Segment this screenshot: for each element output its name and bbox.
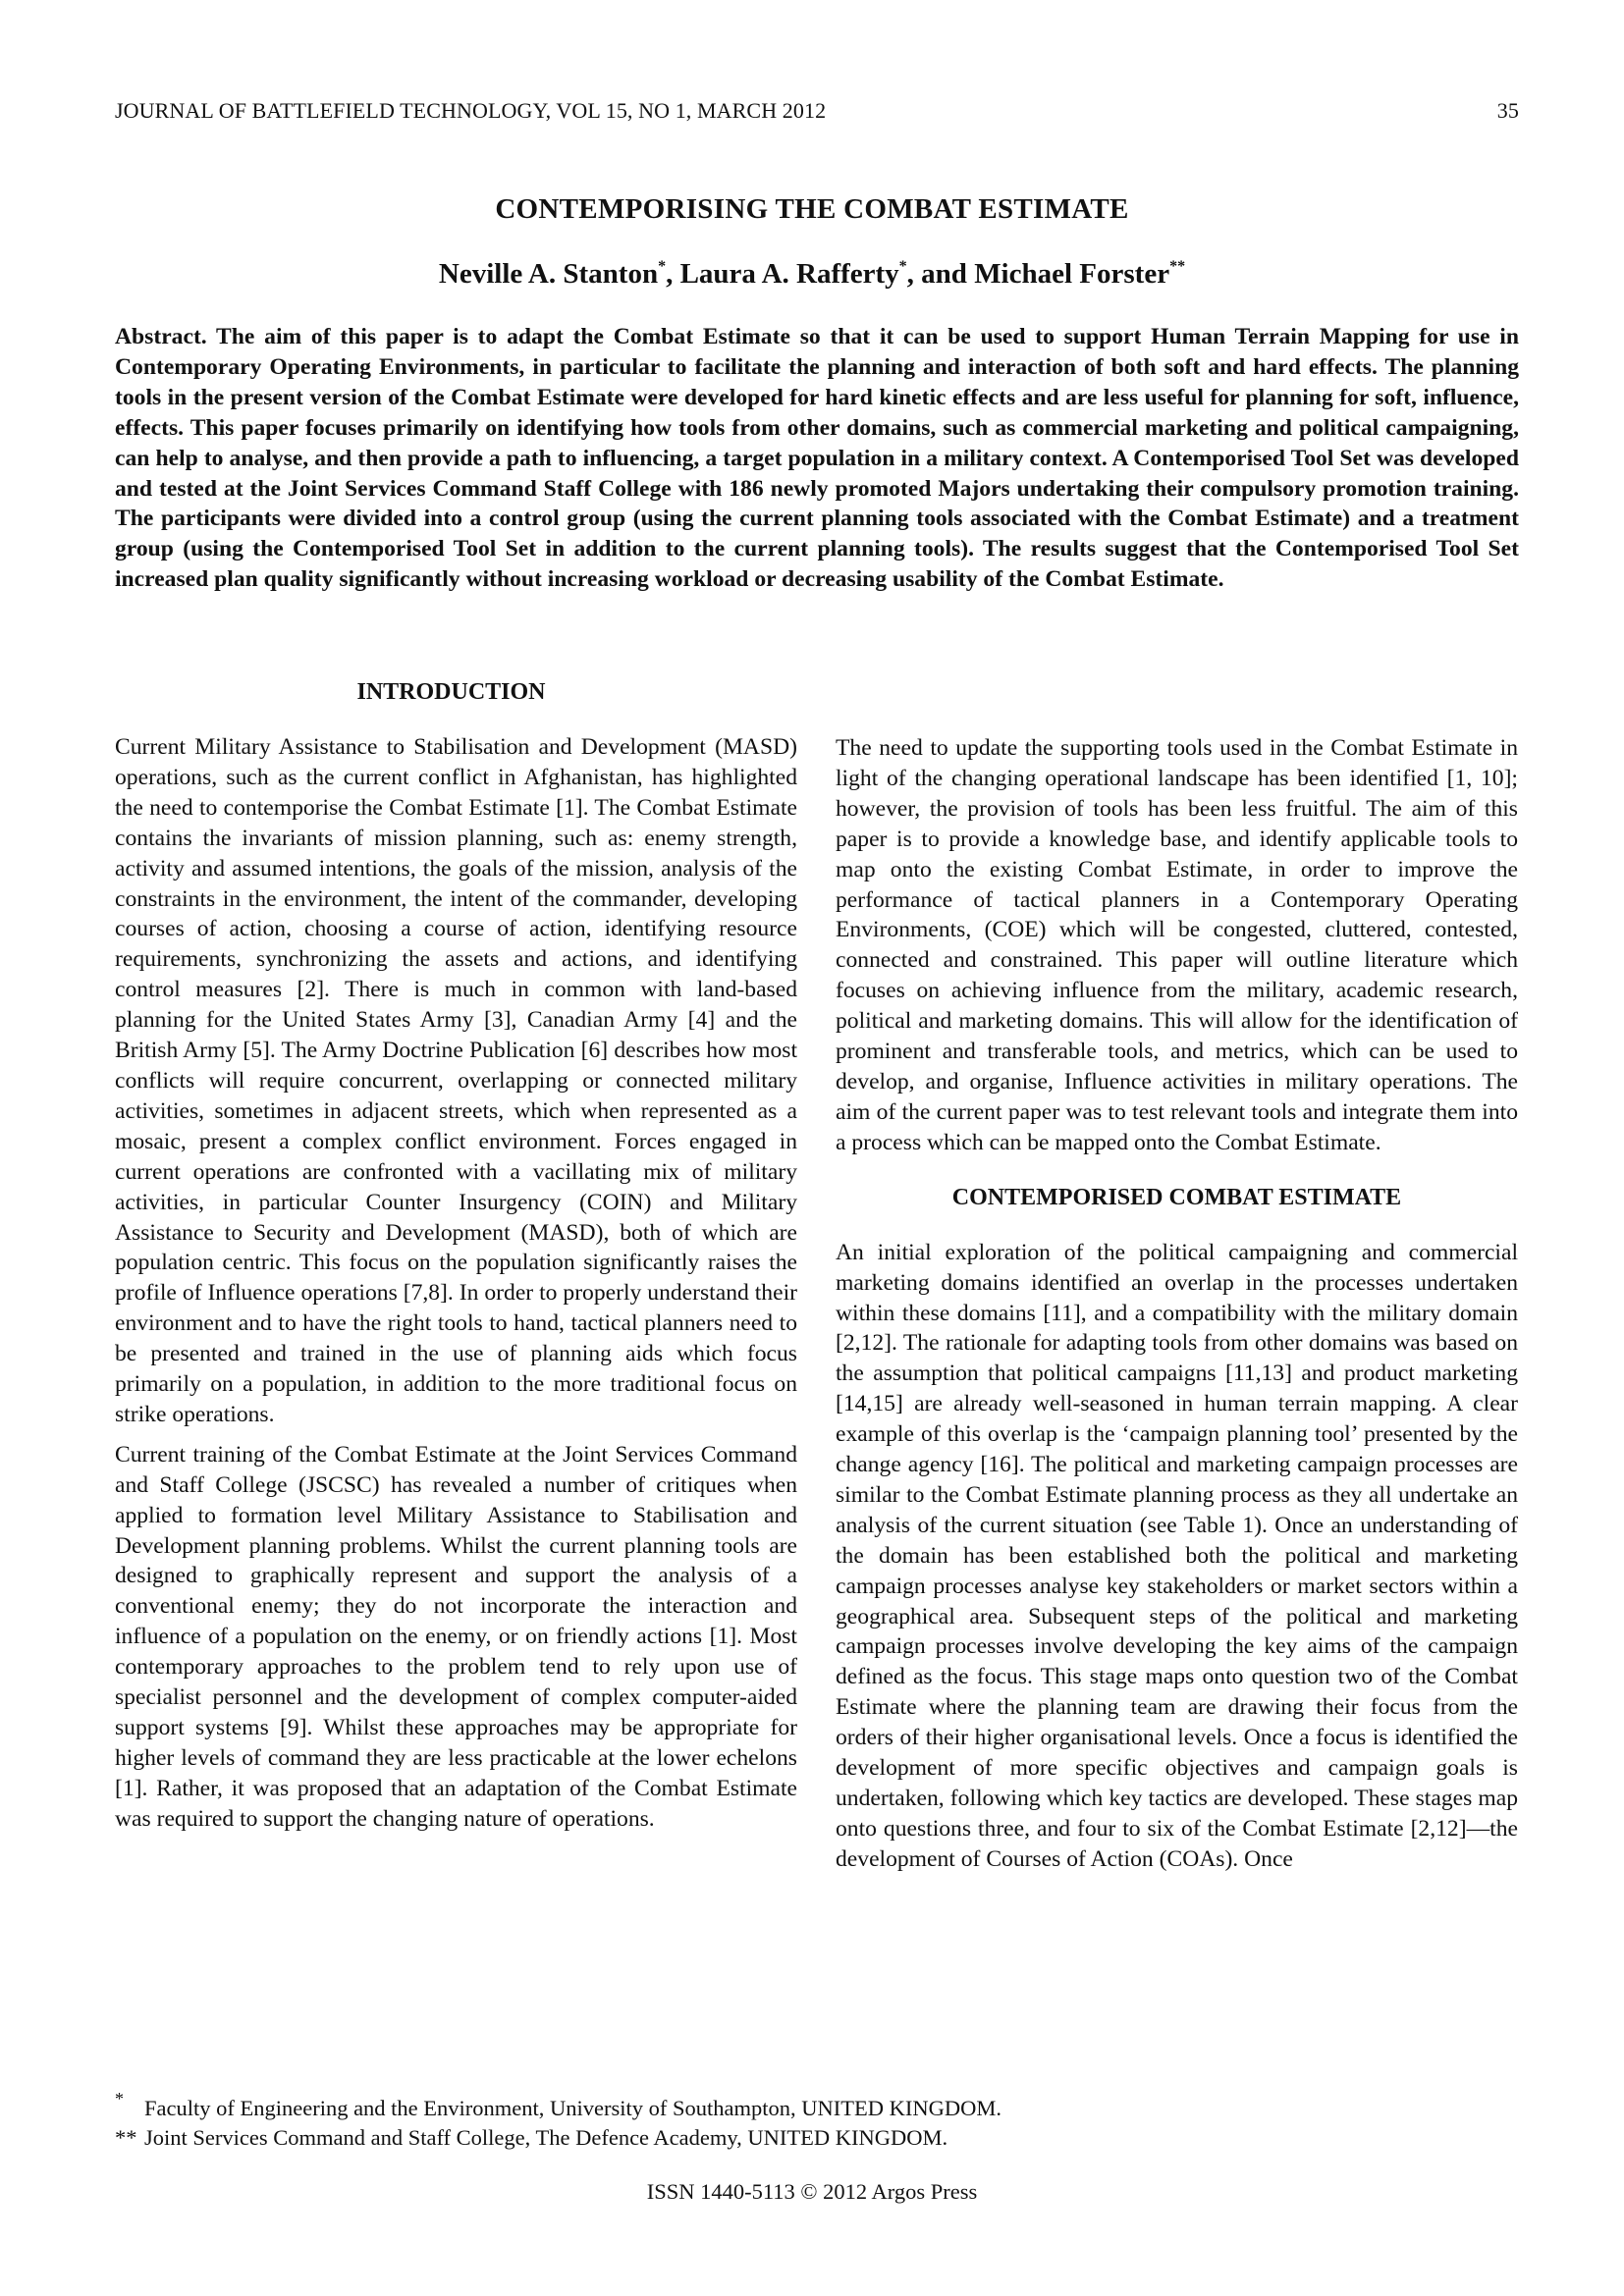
section-heading-introduction: INTRODUCTION: [356, 679, 546, 705]
author-list: [0, 258, 1624, 291]
author-name: Neville A. Stanton: [438, 258, 659, 290]
author-name: Michael Forster: [974, 258, 1170, 290]
page-number: 35: [1496, 98, 1519, 123]
footnote-mark: *: [115, 2089, 124, 2109]
running-header: [115, 98, 1519, 124]
abstract: [115, 322, 1519, 595]
affiliation-mark: *: [658, 258, 667, 275]
left-column: [115, 677, 797, 1835]
affiliation-mark: **: [1169, 258, 1186, 275]
body-paragraph: Current Military Assistance to Stabilisation and Development (MASD) operations, such as the current conflict in Afghanistan, has highlighted the need to contemporise the Combat Estimate [1]. The Combat Estimate contains the invariants of mission planning, such as: enemy strength, activity and assumed intentions, the goals of the mission, analysis of the constraints in the environment, the intent of the commander, developing courses of action, choosing a course of action, identifying resource requirements, synchronizing the assets and actions, and identifying control measures [2]. There is much in common with land-based planning for the United States Army [3], Canadian Army [4] and the British Army [5]. The Army Doctrine Publication [6] describes how most conflicts will require concurrent, overlapping or connected military activities, sometimes in adjacent streets, which when represented as a mosaic, present a complex conflict environment. Forces engaged in current operations are confronted with a vacillating mix of military activities, in particular Counter Insurgency (COIN) and Military Assistance to Security and Development (MASD), both of which are population centric. This focus on the population significantly raises the profile of Influence operations [7,8]. In order to properly understand their environment and to have the right tools to hand, tactical planners need to be presented and trained in the use of planning aids which focus primarily on a population, in addition to the more traditional focus on strike operations.: [115, 734, 797, 1427]
body-paragraph: Current training of the Combat Estimate at the Joint Services Command and Staff College (JSCSC) has revealed a number of critiques when applied to formation level Military Assistance to Stabilisation and Development planning problems. Whilst the current planning tools are designed to graphically represent and support the analysis of a conventional enemy; they do not incorporate the interaction and influence of a population on the enemy, or on friendly actions [1]. Most contemporary approaches to the problem tend to rely upon use of specialist personnel and the development of complex computer-aided support systems [9]. Whilst these approaches may be appropriate for higher levels of command they are less practicable at the lower echelons [1]. Rather, it was proposed that an adaptation of the Combat Estimate was required to support the changing nature of operations.: [115, 1441, 797, 1832]
author-separator: , and: [906, 258, 975, 290]
paper-title: CONTEMPORISING THE COMBAT ESTIMATE: [495, 193, 1129, 225]
body-paragraph: The need to update the supporting tools used in the Combat Estimate in light of the changing operational landscape has been identified [1, 10]; however, the provision of tools has been less fruitful. The aim of this paper is to provide a knowledge base, and identify applicable tools to map onto the existing Combat Estimate, in order to improve the performance of tactical planners in a Contemporary Operating Environments, (COE) which will be congested, cluttered, contested, connected and constrained. This paper will outline literature which focuses on achieving influence from the military, academic research, political and marketing domains. This will allow for the identification of prominent and transferable tools, and metrics, which can be used to develop, and organise, Influence activities in military operations. The aim of the current paper was to test relevant tools and integrate them into a process which can be mapped onto the Combat Estimate.: [836, 735, 1518, 1155]
issn-copyright: ISSN 1440-5113 © 2012 Argos Press: [646, 2179, 978, 2204]
footnote: [115, 2089, 1391, 2123]
author-name: Laura A. Rafferty: [679, 258, 899, 290]
footnote-mark: **: [115, 2125, 137, 2150]
footnote: [115, 2123, 1391, 2153]
affiliation-mark: *: [898, 258, 907, 275]
abstract-text: The aim of this paper is to adapt the Combat Estimate so that it can be used to support Human Terrain Mapping for use in Contemporary Operating Environments, in particular to facilitate the planning and interaction of both soft and hard effects. The planning tools in the present version of the Combat Estimate were developed for hard kinetic effects and are less useful for planning for soft, influence, effects. This paper focuses primarily on identifying how tools from other domains, such as commercial marketing and political campaigning, can help to analyse, and then provide a path to influencing, a target population in a military context. A Contemporised Tool Set was developed and tested at the Joint Services Command Staff College with 186 newly promoted Majors undertaking their compulsory promotion training. The participants were divided into a control group (using the current planning tools associated with the Combat Estimate) and a treatment group (using the Contemporised Tool Set in addition to the current planning tools). The results suggest that the Contemporised Tool Set increased plan quality significantly without increasing workload or decreasing usability of the Combat Estimate.: [115, 324, 1519, 593]
footnotes: [115, 2089, 1391, 2153]
journal-name: JOURNAL OF BATTLEFIELD TECHNOLOGY, VOL 15, NO 1, MARCH 2012: [115, 98, 827, 123]
body-paragraph: An initial exploration of the political campaigning and commercial marketing domains identified an overlap in the processes undertaken within these domains [11], and a compatibility with the military domain [2,12]. The rationale for adapting tools from other domains was based on the assumption that political campaigns [11,13] and product marketing [14,15] are already well-seasoned in human terrain mapping. A clear example of this overlap is the ‘campaign planning tool’ presented by the change agency [16]. The political and marketing campaign processes are similar to the Combat Estimate planning process as they all undertake an analysis of the current situation (see Table 1). Once an understanding of the domain has been established both the political and marketing campaign processes analyse key stakeholders or market sectors within a geographical area. Subsequent steps of the political and marketing campaign processes involve developing the key aims of the campaign defined as the focus. This stage maps onto question two of the Combat Estimate where the planning team are drawing their focus from the orders of their higher organisational levels. Once a focus is identified the development of more specific objectives and campaign goals is undertaken, following which key tactics are developed. These stages map onto questions three, and four to six of the Combat Estimate [2,12]—the development of Courses of Action (COAs). Once: [836, 1239, 1518, 1872]
footnote-text: Faculty of Engineering and the Environment, University of Southampton, UNITED KINGDOM.: [144, 2096, 1001, 2120]
abstract-label: Abstract.: [115, 324, 207, 349]
author-separator: ,: [666, 258, 680, 290]
right-column: [836, 733, 1518, 1875]
footnote-text: Joint Services Command and Staff College, The Defence Academy, UNITED KINGDOM.: [144, 2125, 948, 2150]
section-heading-contemporised-combat-estimate: CONTEMPORISED COMBAT ESTIMATE: [951, 1184, 1402, 1210]
